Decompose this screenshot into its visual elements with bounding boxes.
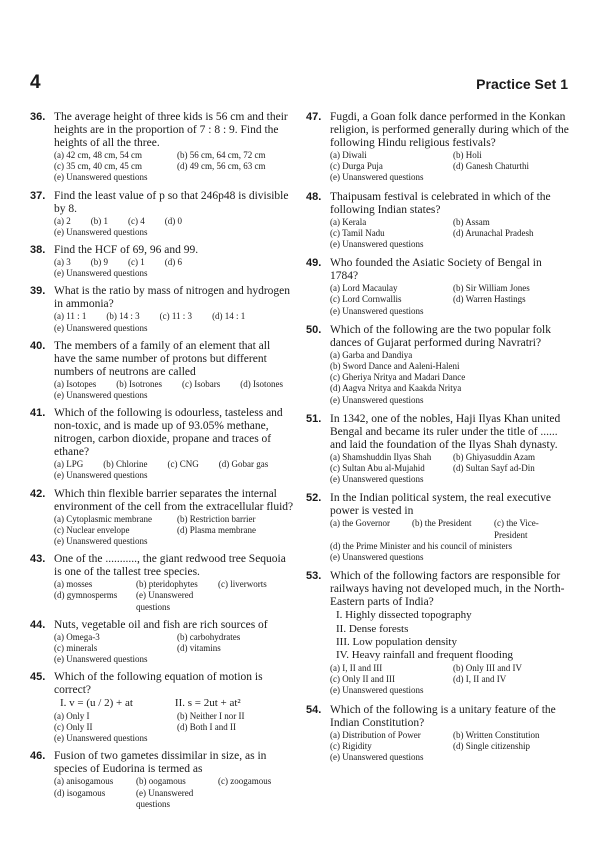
unanswered-option: (e) Unanswered questions	[54, 536, 148, 547]
question-number: 45.	[30, 671, 46, 684]
question-block	[30, 340, 294, 401]
question-text: Nuts, vegetable oil and fish are rich sources of	[54, 618, 268, 631]
question-text: Which of the following equation of motion is correct?	[54, 671, 263, 697]
statement-list	[330, 609, 570, 663]
question-block	[30, 190, 294, 238]
option-item: (a) the Governor	[330, 518, 390, 529]
option-item: (b) pteridophytes	[136, 579, 198, 590]
question-block	[306, 570, 570, 696]
option-list	[54, 711, 294, 733]
option-item: (d) vitamins	[177, 643, 221, 654]
question-block	[30, 619, 294, 666]
question-block	[306, 492, 570, 563]
statement-item: II. s = 2ut + at²	[174, 697, 241, 710]
option-item: (d) Aagva Nritya and Kaakda Nritya	[330, 383, 462, 394]
option-list	[54, 579, 294, 613]
statement-list	[54, 697, 294, 710]
unanswered-option: (e) Unanswered questions	[330, 685, 424, 696]
question-text: In the Indian political system, the real executive power is vested in	[330, 492, 551, 518]
practice-set-title: Practice Set 1	[476, 76, 568, 92]
question-block	[306, 704, 570, 764]
option-item: (a) Distribution of Power	[330, 729, 421, 740]
question-number: 50.	[306, 323, 322, 336]
statement-item: I. Highly dissected topography	[336, 609, 472, 622]
option-item: (b) Sword Dance and Aaleni-Haleni	[330, 361, 460, 372]
question-text: Which of the following is a unitary feature of the Indian Constitution?	[330, 703, 556, 729]
option-item: (c) Lord Cornwallis	[330, 294, 402, 305]
option-list	[54, 776, 294, 810]
option-item: (c) Isobars	[182, 378, 221, 389]
question-block	[306, 413, 570, 486]
option-item: (a) Shamshuddin Ilyas Shah	[330, 451, 432, 462]
option-list	[54, 257, 294, 268]
option-list	[54, 216, 294, 227]
option-item: (b) the President	[412, 518, 472, 529]
unanswered-option: (e) Unanswered questions	[54, 470, 148, 481]
option-list	[330, 150, 570, 172]
right-question-column	[306, 111, 570, 763]
option-item: (c) Rigidity	[330, 740, 372, 751]
option-item: (b) Chlorine	[103, 459, 148, 470]
option-item: (d) Gobar gas	[218, 459, 269, 470]
question-block	[306, 111, 570, 184]
unanswered-option: (e) Unanswered questions	[54, 390, 148, 401]
unanswered-option: (e) Unanswered questions	[54, 733, 148, 744]
question-text: Fusion of two gametes dissimilar in size, as in species of Eudorina is termed as	[54, 750, 267, 776]
option-item: (d) gymnosperms	[54, 590, 118, 601]
option-item: (d) I, II and IV	[453, 674, 507, 685]
option-list	[330, 663, 570, 685]
option-item: (b) Holi	[453, 150, 482, 160]
option-item: (a) Diwali	[330, 150, 367, 160]
question-number: 36.	[30, 111, 46, 123]
option-item: (a) Garba and Dandiya	[330, 349, 413, 360]
option-item: (a) 3	[54, 257, 71, 268]
question-text: Who founded the Asiatic Society of Bengal in 1784?	[330, 257, 542, 283]
option-item: (b) Only III and IV	[453, 662, 522, 673]
question-number: 43.	[30, 553, 46, 566]
question-number: 44.	[30, 618, 46, 631]
option-item: (b) Sir William Jones	[453, 283, 530, 294]
option-item: (b) oogamous	[136, 776, 186, 787]
unanswered-option: (e) Unanswered questions	[330, 751, 424, 762]
option-item: (d) Arunachal Pradesh	[453, 227, 534, 238]
question-number: 41.	[30, 407, 46, 420]
question-number: 42.	[30, 487, 46, 500]
option-item: (d) Plasma membrane	[177, 524, 256, 535]
unanswered-option: (e) Unanswered questions	[54, 268, 148, 279]
option-list	[54, 150, 294, 172]
question-block	[30, 111, 294, 184]
option-item: (d) isogamous	[54, 787, 106, 798]
question-block	[30, 553, 294, 613]
option-item: (a) Omega-3	[54, 631, 100, 642]
option-item: (d) Sultan Sayf ad-Din	[453, 463, 535, 474]
option-item: (d) Ganesh Chaturthi	[453, 161, 529, 172]
question-text: Fugdi, a Goan folk dance performed in the Konkan religion, is performed generally during which of the following Hindu religious festivals?	[330, 111, 569, 149]
question-number: 38.	[30, 244, 46, 257]
question-text: Find the HCF of 69, 96 and 99.	[54, 244, 199, 257]
question-number: 47.	[306, 111, 322, 123]
option-item: (c) zoogamous	[218, 776, 272, 787]
option-item: (d) Both I and II	[177, 722, 236, 733]
question-number: 51.	[306, 412, 322, 425]
option-item: (b) Assam	[453, 216, 490, 227]
option-item: (b) Written Constitution	[453, 729, 540, 740]
statement-item: II. Dense forests	[336, 622, 409, 635]
unanswered-option: (e) Unanswered questions	[54, 322, 148, 333]
option-item: (c) Sultan Abu al-Mujahid	[330, 463, 425, 474]
option-item: (d) 0	[164, 215, 182, 226]
unanswered-option: (e) Unanswered questions	[330, 394, 424, 405]
option-item: (d) 14 : 1	[212, 311, 246, 322]
option-item: (b) Neither I nor II	[177, 710, 245, 721]
question-text: The average height of three kids is 56 cm and their heights are in the proportion of 7 : 8 : 9. Find the heights of all the three.	[54, 111, 288, 149]
option-item: (a) 11 : 1	[54, 311, 87, 322]
unanswered-option: (e) Unanswered questions	[54, 654, 148, 665]
question-number: 46.	[30, 750, 46, 763]
option-item: (c) 35 cm, 40 cm, 45 cm	[54, 161, 142, 172]
statement-item: IV. Heavy rainfall and frequent flooding	[336, 649, 513, 662]
question-text: Which of the following are the two popular folk dances of Gujarat performed during Navratri?	[330, 323, 551, 349]
option-item: (a) mosses	[54, 579, 93, 590]
page-number: 4	[30, 72, 41, 93]
option-item: (d) Warren Hastings	[453, 294, 526, 305]
unanswered-option: (e) Unanswered questions	[330, 239, 424, 250]
question-number: 49.	[306, 257, 322, 270]
option-item: (a) 2	[54, 215, 71, 226]
option-item: (c) Only II and III	[330, 674, 395, 685]
option-item: (c) Only II	[54, 722, 93, 733]
option-item: (b) Ghiyasuddin Azam	[453, 451, 535, 462]
question-block	[30, 244, 294, 279]
question-text: One of the ..........., the giant redwood tree Sequoia is one of the tallest tree species.	[54, 553, 286, 579]
option-item: (d) the Prime Minister and his council of ministers	[330, 540, 512, 551]
option-item: (c) 11 : 3	[159, 311, 193, 322]
option-item: (a) Lord Macaulay	[330, 283, 398, 294]
option-list	[330, 283, 570, 305]
option-item: (a) Kerala	[330, 216, 367, 227]
question-text: Which of the following factors are responsible for railways having not developed much, in the North-Eastern parts of India?	[330, 570, 565, 609]
option-list	[330, 452, 570, 474]
option-item: (d) 6	[164, 257, 182, 268]
option-item: (c) Tamil Nadu	[330, 227, 385, 238]
option-item: (b) Isotrones	[116, 378, 162, 389]
option-list	[54, 311, 294, 322]
unanswered-option: (e) Unanswered questions	[330, 474, 424, 485]
option-item: (a) 42 cm, 48 cm, 54 cm	[54, 150, 142, 160]
unanswered-option: (e) Unanswered questions	[330, 552, 424, 563]
option-list	[330, 730, 570, 752]
question-number: 48.	[306, 190, 322, 203]
question-number: 53.	[306, 570, 322, 583]
option-item: (a) I, II and III	[330, 662, 383, 673]
unanswered-option: (e) Unanswered questions	[330, 172, 424, 183]
question-text: The members of a family of an element that all have the same number of protons but different numbers of neutrons are called	[54, 339, 271, 378]
option-item: (b) 9	[90, 257, 108, 268]
option-list	[330, 518, 570, 540]
unanswered-option: (e) Unanswered questions	[54, 172, 148, 183]
unanswered-option: (e) Unanswered questions	[330, 305, 424, 316]
option-item	[218, 590, 294, 612]
option-item: (b) 56 cm, 64 cm, 72 cm	[177, 150, 266, 160]
option-item: (a) Only I	[54, 710, 90, 721]
statement-item: I. v = (u / 2) + at	[60, 697, 133, 710]
question-block	[30, 285, 294, 333]
option-item: (a) LPG	[54, 459, 84, 470]
option-item: (e) Unanswered questions	[136, 787, 194, 809]
option-item: (c) Durga Puja	[330, 161, 383, 172]
unanswered-option: (e) Unanswered questions	[54, 226, 148, 237]
option-list	[54, 514, 294, 536]
question-block	[306, 324, 570, 406]
question-block	[30, 407, 294, 481]
left-question-column	[30, 111, 294, 810]
option-item: (a) anisogamous	[54, 776, 114, 787]
question-block	[306, 257, 570, 317]
question-text: What is the ratio by mass of nitrogen and hydrogen in ammonia?	[54, 285, 291, 311]
question-block	[306, 191, 570, 251]
question-number: 54.	[306, 703, 322, 716]
option-item: (b) 14 : 3	[106, 311, 140, 322]
question-number: 37.	[30, 189, 46, 202]
option-item: (a) Isotopes	[54, 378, 97, 389]
option-item: (c) Nuclear envelope	[54, 524, 130, 535]
statement-item: III. Low population density	[336, 636, 457, 649]
option-item: (b) carbohydrates	[177, 631, 241, 642]
question-text: Thaipusam festival is celebrated in which of the following Indian states?	[330, 190, 551, 216]
question-block	[30, 671, 294, 744]
question-text: Which of the following is odourless, tasteless and non-toxic, and is made up of 93.05% methane, nitrogen, carbon dioxide, propane and traces of ethane?	[54, 407, 283, 459]
option-item: (d) 49 cm, 56 cm, 63 cm	[177, 161, 266, 172]
question-block	[30, 488, 294, 548]
option-item: (d) Single citizenship	[453, 740, 530, 751]
question-block	[30, 750, 294, 810]
option-item: (c) liverworts	[218, 579, 267, 590]
option-item: (b) 1	[90, 215, 108, 226]
option-list	[54, 379, 294, 390]
option-item: (c) 1	[128, 257, 145, 268]
option-item: (c) minerals	[54, 643, 98, 654]
question-number: 52.	[306, 492, 322, 505]
option-item: (c) Gheriya Nritya and Madari Dance	[330, 372, 466, 383]
option-item: (c) the Vice-President	[494, 518, 539, 540]
option-item: (e) Unanswered questions	[136, 590, 194, 612]
option-list	[54, 459, 294, 470]
option-item: (a) Cytoplasmic membrane	[54, 513, 152, 524]
option-list	[54, 632, 294, 654]
option-item: (c) CNG	[167, 459, 199, 470]
option-item: (d) Isotones	[240, 378, 283, 389]
option-item: (c) 4	[128, 215, 145, 226]
question-number: 40.	[30, 339, 46, 352]
question-text: Find the least value of p so that 246p48 is divisible by 8.	[54, 189, 289, 215]
question-text: In 1342, one of the nobles, Haji Ilyas Khan united Bengal and became its ruler under the title of ...... and laid the foundation of the Ilyas Shah dynasty.	[330, 412, 561, 451]
option-item: (b) Restriction barrier	[177, 513, 256, 524]
option-item	[218, 788, 294, 810]
question-text: Which thin flexible barrier separates the internal environment of the cell from the extracellular fluid?	[54, 487, 294, 513]
option-list	[330, 350, 570, 395]
question-number: 39.	[30, 285, 46, 298]
option-list	[330, 217, 570, 239]
